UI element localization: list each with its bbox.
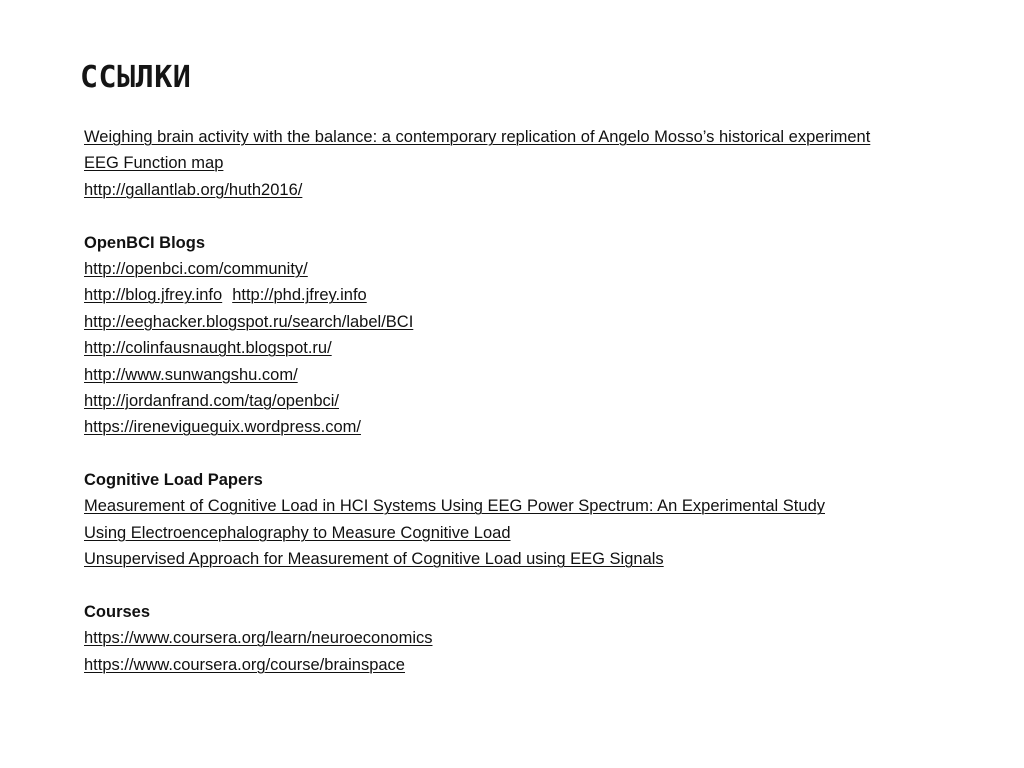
courses-heading: Courses [84,603,151,622]
link-line [84,282,944,308]
links-content [84,124,944,678]
link-cognitive-eeg-measure[interactable]: Using Electroencephalography to Measure Cognitive Load [84,523,511,542]
link-cognitive-power-spectrum[interactable]: Measurement of Cognitive Load in HCI Systems Using EEG Power Spectrum: An Experimental Study [84,497,825,516]
link-jfrey-phd[interactable]: http://phd.jfrey.info [232,286,367,305]
spacer [84,203,944,229]
link-jfrey-blog[interactable]: http://blog.jfrey.info [84,286,223,305]
spacer [84,441,944,467]
link-eeg-function-map[interactable]: EEG Function map [84,154,224,173]
link-irenevigueguix[interactable]: https://irenevigueguix.wordpress.com/ [84,418,361,437]
link-line [84,177,944,203]
link-line [84,256,944,282]
link-coursera-brainspace[interactable]: https://www.coursera.org/course/brainspace [84,655,405,674]
link-line [84,546,944,572]
link-line [84,362,944,388]
link-coursera-neuroeconomics[interactable]: https://www.coursera.org/learn/neuroeconomics [84,629,433,648]
link-line [84,414,944,440]
openbci-heading: OpenBCI Blogs [84,233,206,252]
spacer [84,573,944,599]
link-mosso-experiment[interactable]: Weighing brain activity with the balance: a contemporary replication of Angelo Mosso’s historical experiment [84,128,871,146]
link-line [84,309,944,335]
link-line [84,124,884,150]
link-colinfausnaught[interactable]: http://colinfausnaught.blogspot.ru/ [84,339,332,358]
page-title: ССЫЛКИ [80,60,192,95]
cognitive-load-heading: Cognitive Load Papers [84,471,263,490]
link-cognitive-unsupervised[interactable]: Unsupervised Approach for Measurement of Cognitive Load using EEG Signals [84,550,664,569]
link-eeghacker[interactable]: http://eeghacker.blogspot.ru/search/label/BCI [84,312,414,331]
link-jordanfrand[interactable]: http://jordanfrand.com/tag/openbci/ [84,391,339,410]
link-sunwangshu[interactable]: http://www.sunwangshu.com/ [84,365,298,384]
link-line [84,150,944,176]
link-line [84,493,944,519]
link-line [84,335,944,361]
link-line [84,520,944,546]
link-line [84,652,944,678]
link-line [84,388,944,414]
link-openbci-community[interactable]: http://openbci.com/community/ [84,259,308,278]
link-line [84,625,944,651]
link-gallantlab[interactable]: http://gallantlab.org/huth2016/ [84,180,303,199]
